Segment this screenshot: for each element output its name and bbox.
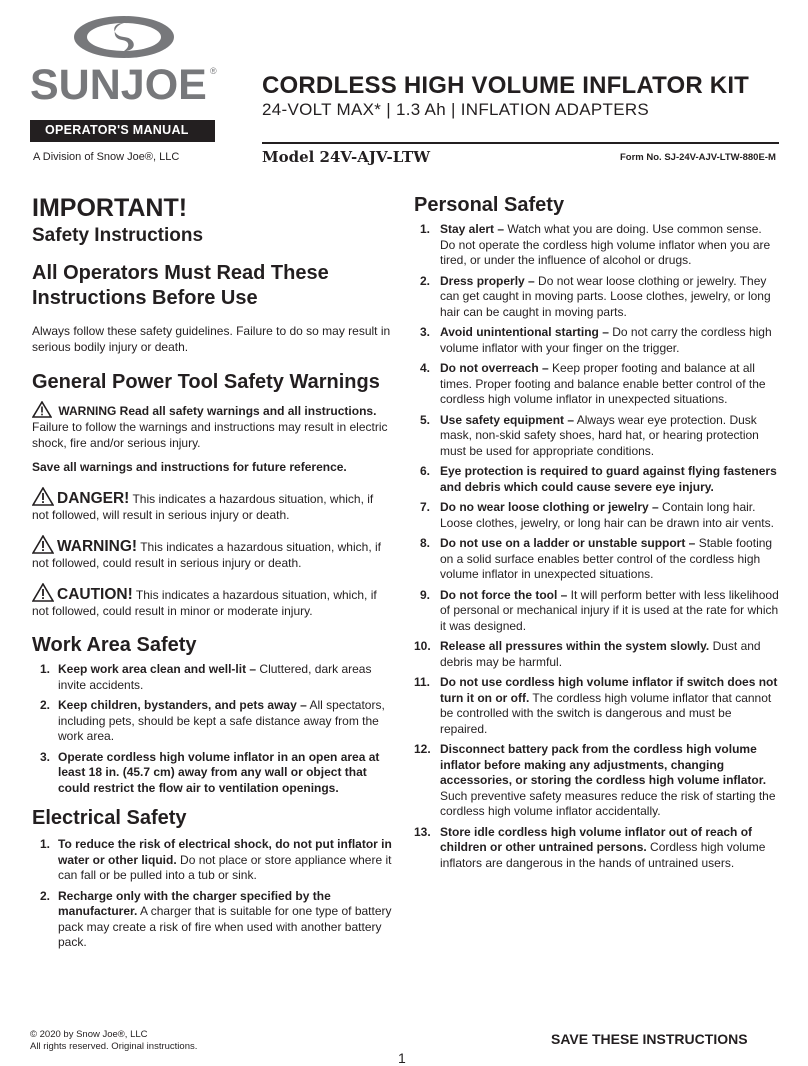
rights-text: All rights reserved. Original instructions. xyxy=(30,1041,198,1052)
brand-logo-text: SUNJOE xyxy=(30,61,207,109)
brand-registered-mark: ® xyxy=(210,66,217,76)
list-item: 6. Eye protection is required to guard against flying fasteners and debris which could cause severe eye injury. xyxy=(420,464,777,494)
list-item: 2. Recharge only with the charger specified by the manufacturer. A charger that is suitable for one type of battery pack may create a risk of fire when used with another battery pack. xyxy=(40,888,392,949)
safety-instructions-heading: Safety Instructions xyxy=(32,225,204,246)
left-column xyxy=(32,193,392,956)
danger-text: This indicates a hazardous situation, which, if not followed, will result in serious injury or death. xyxy=(32,492,374,522)
header-divider xyxy=(262,142,779,144)
warning-paragraph xyxy=(32,535,392,571)
list-item: 2. Keep children, bystanders, and pets away – All spectators, including pets, should be kept a safe distance away from the work area. xyxy=(40,698,385,743)
list-item: 2. Dress properly – Do not wear loose clothing or jewelry. They can get caught in moving parts. Loose clothes, jewelry, or long hair can be caught in moving parts. xyxy=(420,273,771,319)
list-item: 4. Do not overreach – Keep proper footing and balance at all times. Proper footing and balance enable better control of the cordless high volume inflator in unexpected situations. xyxy=(420,361,766,406)
list-item: 1. Stay alert – Watch what you are doing. Use common sense. Do not operate the cordless high volume inflator when you are tired, or under the influence of alcohol or drugs. xyxy=(420,222,771,267)
danger-triangle-icon xyxy=(32,487,54,506)
general-warning-text: Failure to follow the warnings and instructions may result in electric shock, fire and/or serious injury. xyxy=(32,420,388,450)
warning-triangle-icon xyxy=(32,401,52,418)
copyright-text: © 2020 by Snow Joe®, LLC xyxy=(30,1029,148,1040)
list-item: 11. Do not use cordless high volume inflator if switch does not turn it on or off. The cordless high volume inflator that cannot be controlled with the switch is dangerous and must be repaired. xyxy=(414,675,778,736)
list-item: 3. Operate cordless high volume inflator in an open area at least 18 in. (45.7 cm) away from any wall or object that could restrict the flow air to ventilation openings. xyxy=(40,749,380,795)
list-item: 5. Use safety equipment – Always wear eye protection. Dusk mask, non-skid safety shoes, hard hat, or hearing protection must be used for appropriate conditions. xyxy=(420,412,759,458)
personal-safety-list xyxy=(414,222,780,871)
list-item: 12. Disconnect battery pack from the cordless high volume inflator before making any adjustments, changing accessories, or storing the cordless high volume inflator. Such preventive safety measures reduce the risk of starting the cordless high volume inflator accidentally. xyxy=(414,742,776,818)
product-title: CORDLESS HIGH VOLUME INFLATOR KIT xyxy=(262,72,750,99)
caution-triangle-icon xyxy=(32,583,54,602)
warning-triangle-icon xyxy=(32,535,54,554)
sunjoe-logo-icon xyxy=(72,14,176,60)
personal-safety-heading: Personal Safety xyxy=(414,194,565,216)
page-number: 1 xyxy=(398,1050,406,1066)
electrical-safety-heading: Electrical Safety xyxy=(32,807,187,829)
operators-manual-label: OPERATOR'S MANUAL xyxy=(45,123,189,137)
general-warning-bold: WARNING Read all safety warnings and all instructions. xyxy=(58,404,377,418)
warning-text: This indicates a hazardous situation, which, if not followed, could result in serious injury or death. xyxy=(32,540,381,570)
caution-text: This indicates a hazardous situation, which, if not followed, could result in minor or moderate injury. xyxy=(32,588,377,618)
list-item: 9. Do not force the tool – It will perform better with less likelihood of personal or mechanical injury if it is used at the rate for which it was designed. xyxy=(420,587,779,633)
electrical-safety-list xyxy=(32,837,392,951)
danger-label: DANGER! xyxy=(57,490,130,507)
list-item: 10. Release all pressures within the system slowly. Dust and debris may be harmful. xyxy=(414,639,761,669)
general-safety-heading: General Power Tool Safety Warnings xyxy=(32,371,380,393)
danger-paragraph xyxy=(32,487,392,523)
right-column xyxy=(414,193,780,876)
save-warnings-text: Save all warnings and instructions for future reference. xyxy=(32,460,347,474)
list-item: 13. Store idle cordless high volume inflator out of reach of children or other untrained persons. Cordless high volume inflators are dangerous in the hands of untrained users. xyxy=(414,824,766,870)
intro-paragraph: Always follow these safety guidelines. Failure to do so may result in serious bodily injury or death. xyxy=(32,324,391,354)
list-item: 1. Keep work area clean and well-lit – Cluttered, dark areas invite accidents. xyxy=(40,662,372,692)
general-warning-paragraph xyxy=(32,401,392,451)
list-item: 1. To reduce the risk of electrical shock, do not put inflator in water or other liquid. Do not place or store appliance where it can fall or be pulled into a tub or sink. xyxy=(40,837,392,882)
list-item: 8. Do not use on a ladder or unstable support – Stable footing on a solid surface enables better control of the cordless high volume inflator in unexpected situations. xyxy=(420,536,773,581)
copyright-block xyxy=(30,1029,197,1053)
form-number: Form No. SJ-24V-AJV-LTW-880E-M xyxy=(620,152,776,163)
caution-label: CAUTION! xyxy=(57,586,133,603)
caution-paragraph xyxy=(32,583,392,619)
work-area-list xyxy=(32,662,392,796)
list-item: 7. Do no wear loose clothing or jewelry – Contain long hair. Loose clothes, jewelry, or long hair can be drawn into air vents. xyxy=(420,500,774,530)
important-heading: IMPORTANT! xyxy=(32,194,188,222)
product-subtitle: 24-VOLT MAX* | 1.3 Ah | INFLATION ADAPTERS xyxy=(262,100,650,119)
work-area-heading: Work Area Safety xyxy=(32,634,197,656)
model-number: Model 24V-AJV-LTW xyxy=(262,148,431,166)
save-instructions-text: SAVE THESE INSTRUCTIONS xyxy=(551,1031,748,1047)
division-text: A Division of Snow Joe®, LLC xyxy=(33,151,180,163)
list-item: 3. Avoid unintentional starting – Do not carry the cordless high volume inflator with your finger on the trigger. xyxy=(420,325,772,355)
must-read-heading: All Operators Must Read These Instructions Before Use xyxy=(32,262,329,309)
warning-label: WARNING! xyxy=(57,538,138,555)
